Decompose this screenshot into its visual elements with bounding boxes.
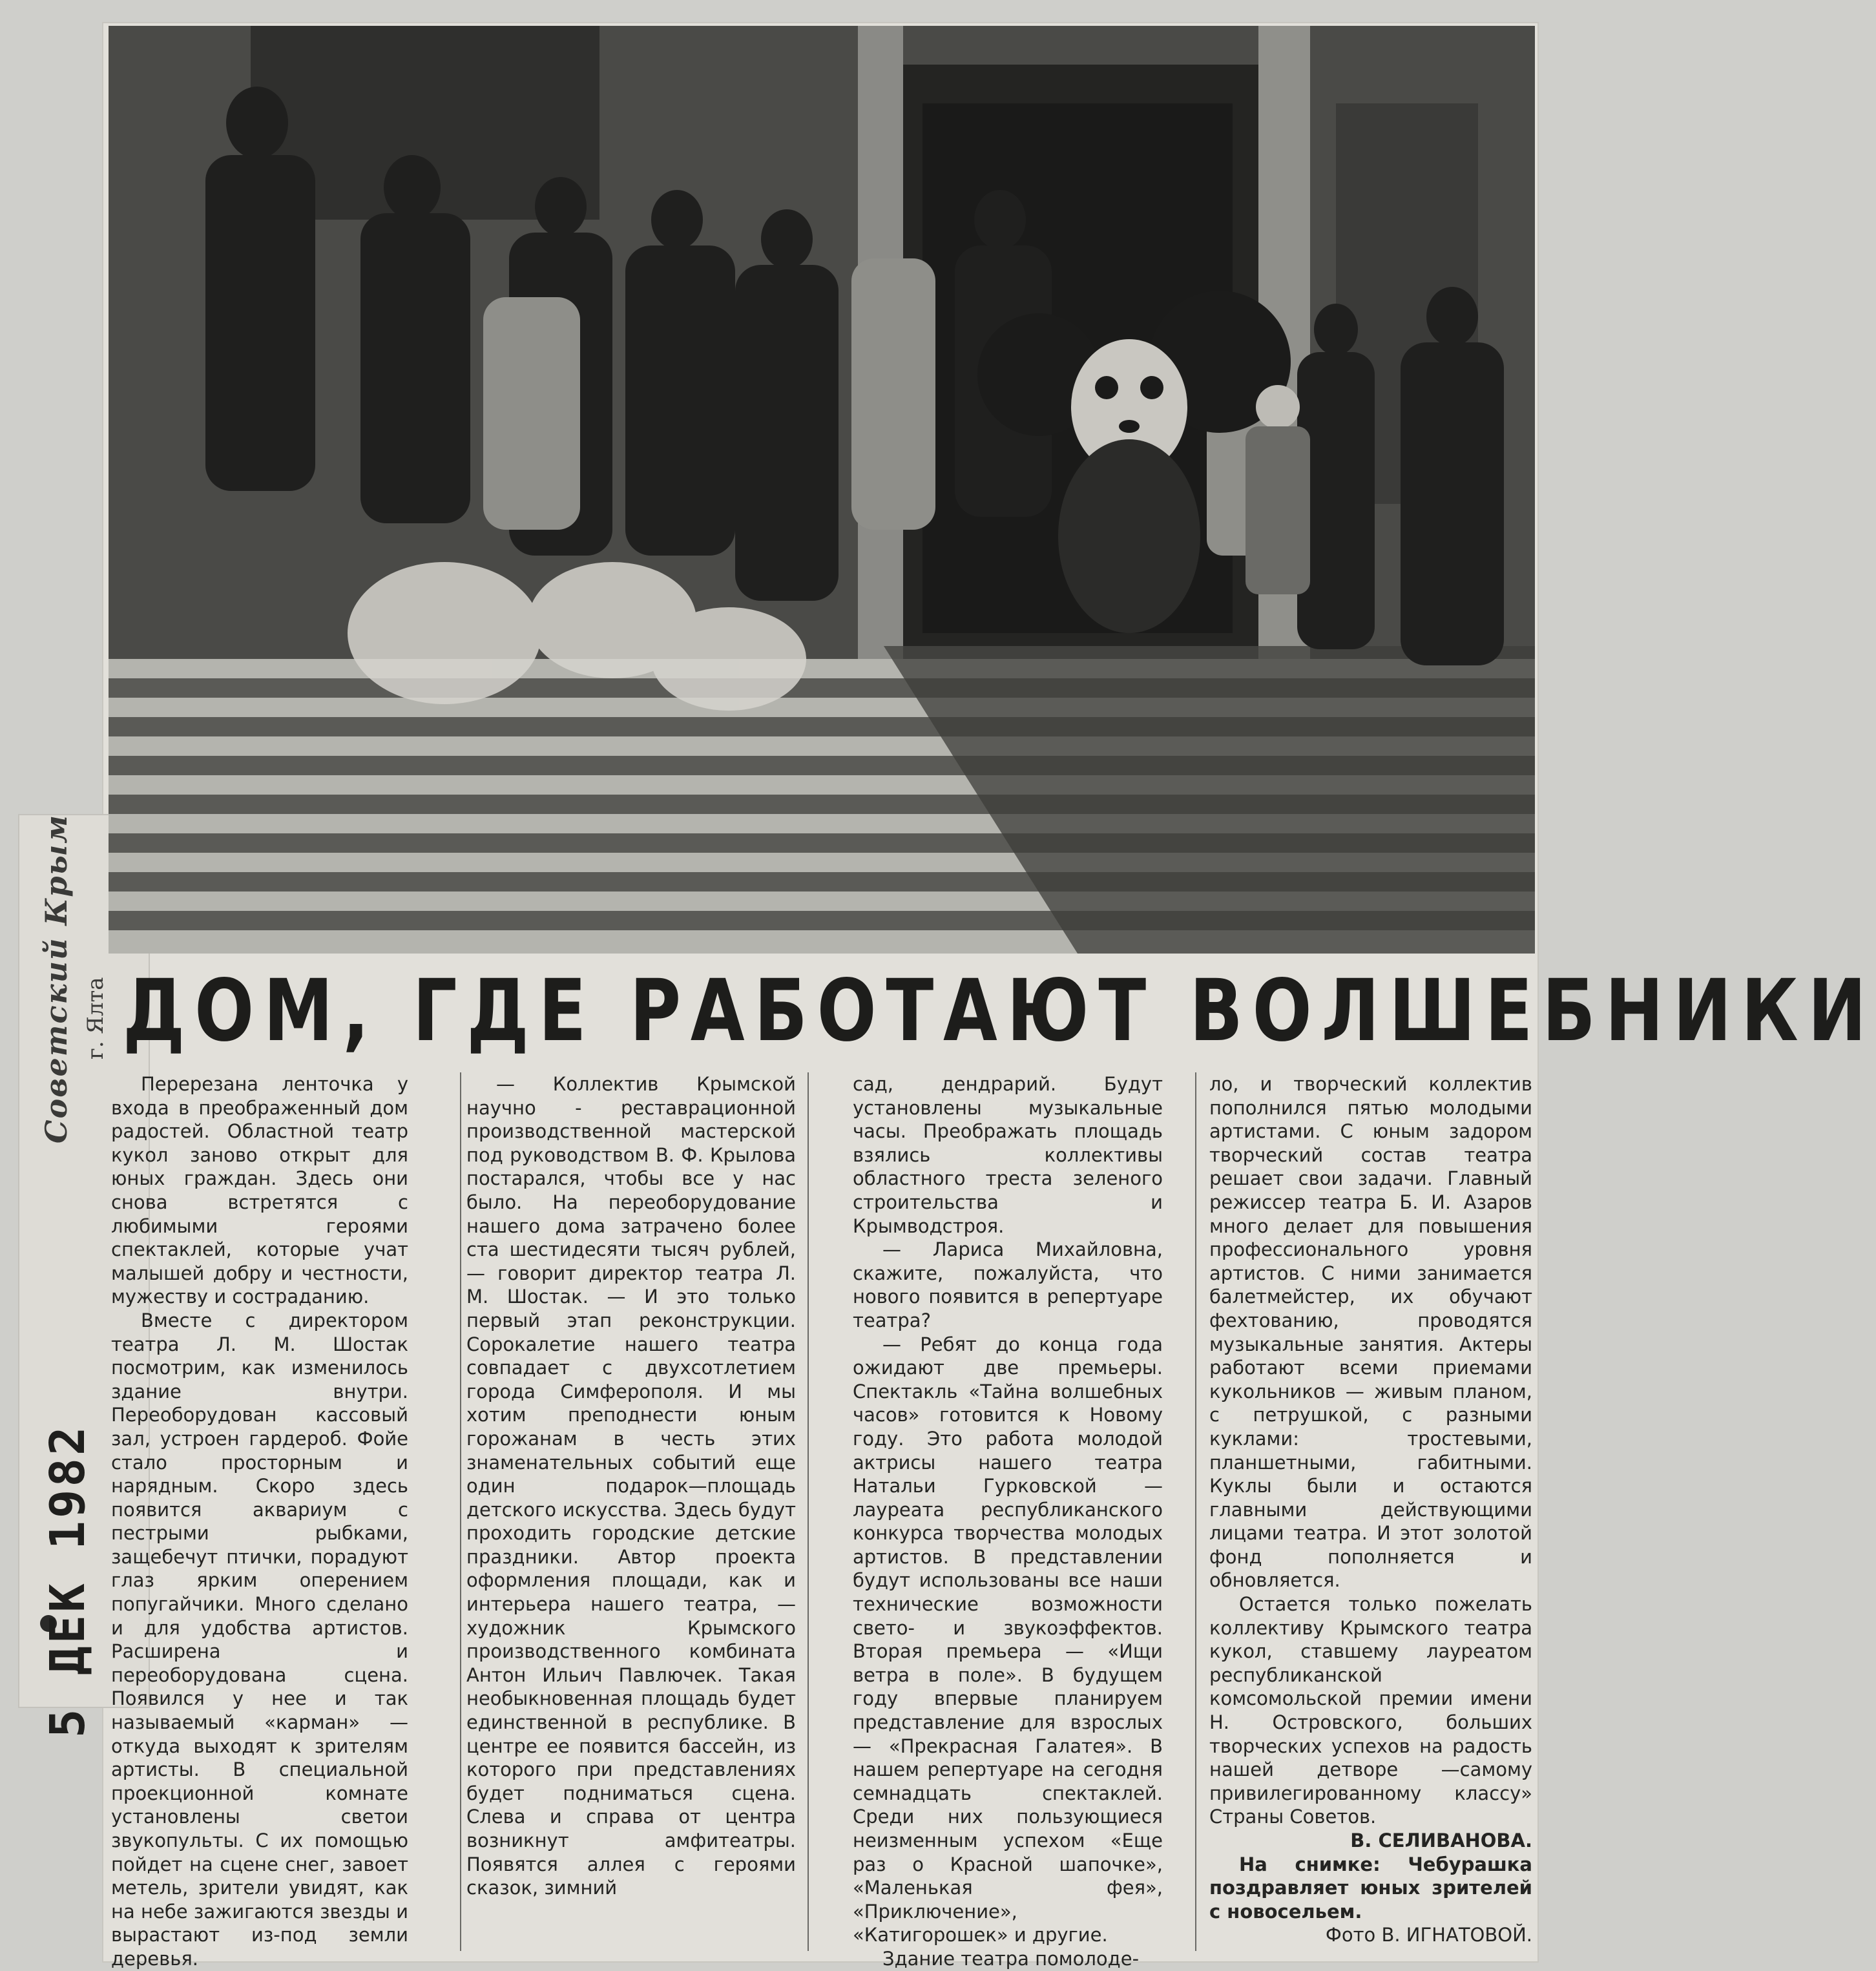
newspaper-name: Советский Крым bbox=[39, 813, 74, 1143]
date-stamp: 5 ДЕК 1982 bbox=[40, 1424, 96, 1738]
paragraph: Перерезана ленточка у входа в преображенный дом радостей. Областной театр кукол заново открыт для юных граждан. Здесь они снова встретятся с любимыми героями спектаклей, которые учат малышей добру и честности, мужеству и состраданию. bbox=[111, 1073, 408, 1308]
column-divider bbox=[460, 1072, 461, 1951]
photo-illustration bbox=[109, 26, 1535, 954]
paragraph: Вместе с директором театра Л. М. Шостак посмотрим, как изменилось здание внутри. Переоборудован кассовый зал, устроен гардероб. Фойе стало просторным и нарядным. Скоро здесь появится аквариум с пестрыми рыбками, защебечут птички, порадуют глаз ярким оперением попугайчики. Много сделано и для удобства артистов. Расширена и переоборудована сцена. Появился у нее и так называемый «карман» — откуда выходят к зрителям артисты. В специальной проекционной комнате установлены светои звукопульты. С их помощью пойдет на сцене снег, завоет метель, зрители увидят, как на небе зажигаются звезды и вырастают из-под земли деревья. bbox=[111, 1309, 408, 1970]
author-signature: В. СЕЛИВАНОВА. bbox=[1350, 1830, 1532, 1851]
newspaper-city: г. Ялта bbox=[83, 977, 109, 1059]
column-divider bbox=[808, 1072, 809, 1951]
paragraph: сад, дендрарий. Будут установлены музыкальные часы. Преображать площадь взялись коллективы областного треста зеленого строительства и Крымводстроя. bbox=[853, 1073, 1163, 1237]
column-divider bbox=[1195, 1072, 1196, 1951]
paragraph: — Ребят до конца года ожидают две премьеры. Спектакль «Тайна волшебных часов» готовится к Новому году. Это работа молодой актрисы нашего театра Натальи Гурковской — лауреата республиканского конкурса творчества молодых артистов. В представлении будут использованы все наши технические возможности свето- и звукоэффектов. Вторая премьера — «Ищи ветра в поле». В будущем году впервые планируем представление для взрослых — «Прекрасная Галатея». В нашем репертуаре на сегодня семнадцать спектаклей. Среди них пользующиеся неизменным успехом «Еще раз о Красной шапочке», «Маленькая фея», «Приключение», «Катигорошек» и другие. bbox=[853, 1333, 1163, 1946]
photo-credit: Фото В. ИГНАТОВОЙ. bbox=[1325, 1924, 1532, 1946]
article-column-3 bbox=[853, 1072, 1163, 1970]
article-column-2 bbox=[466, 1072, 796, 1951]
paragraph: — Коллектив Крымской научно - реставрационной производственной мастерской под руководством В. Ф. Крылова постарался, чтобы все у нас было. На переоборудование нашего дома затрачено более ста шестидесяти тысяч рублей, — говорит директор театра Л. М. Шостак. — И это только первый этап реконструкции. Сорокалетие нашего театра совпадает с двухсотлетием города Симферополя. И мы хотим преподнести юным горожанам в честь этих знаменательных событий еще один подарок—площадь детского искусства. Здесь будут проходить городские детские праздники. Автор проекта оформления площади, как и интерьера нашего театра, — художник Крымского производственного комбината Антон Ильич Павлючек. Такая необыкновенная площадь будет единственной в республике. В центре ее появится бассейн, из которого при представлениях будет подниматься сцена. Слева и справа от центра возникнут амфитеатры. Появятся аллея с героями сказок, зимний bbox=[466, 1073, 796, 1899]
paragraph: — Лариса Михайловна, скажите, пожалуйста, что нового появится в репертуаре театра? bbox=[853, 1238, 1163, 1331]
paragraph: Остается только пожелать коллективу Крымского театра кукол, ставшему лауреатом республиканской комсомольской премии имени Н. Островского, больших творческих успехов на радость нашей детворе —самому привилегированному классу» Страны Советов. bbox=[1209, 1593, 1532, 1828]
article-column-1 bbox=[111, 1072, 408, 1970]
paragraph: Здание театра помолоде- bbox=[882, 1947, 1140, 1970]
article-column-4 bbox=[1209, 1072, 1532, 1951]
paragraph: ло, и творческий коллектив пополнился пятью молодыми артистами. С юным задором творческий состав театра решает свои задачи. Главный режиссер театра Б. И. Азаров много делает для повышения профессионального уровня артистов. С ними занимается балетмейстер, их обучают фехтованию, проводятся музыкальные занятия. Актеры работают всеми приемами кукольников — живым планом, с петрушкой, с разными куклами: тростевыми, планшетными, габитными. Куклы были и остаются главными действующими лицами театра. И этот золотой фонд пополняется и обновляется. bbox=[1209, 1073, 1532, 1592]
article-photo bbox=[109, 26, 1535, 954]
photo-caption: На снимке: Чебурашка поздравляет юных зрителей с новосельем. bbox=[1209, 1853, 1532, 1923]
article-headline: ДОМ, ГДЕ РАБОТАЮТ ВОЛШЕБНИКИ bbox=[123, 961, 1876, 1061]
